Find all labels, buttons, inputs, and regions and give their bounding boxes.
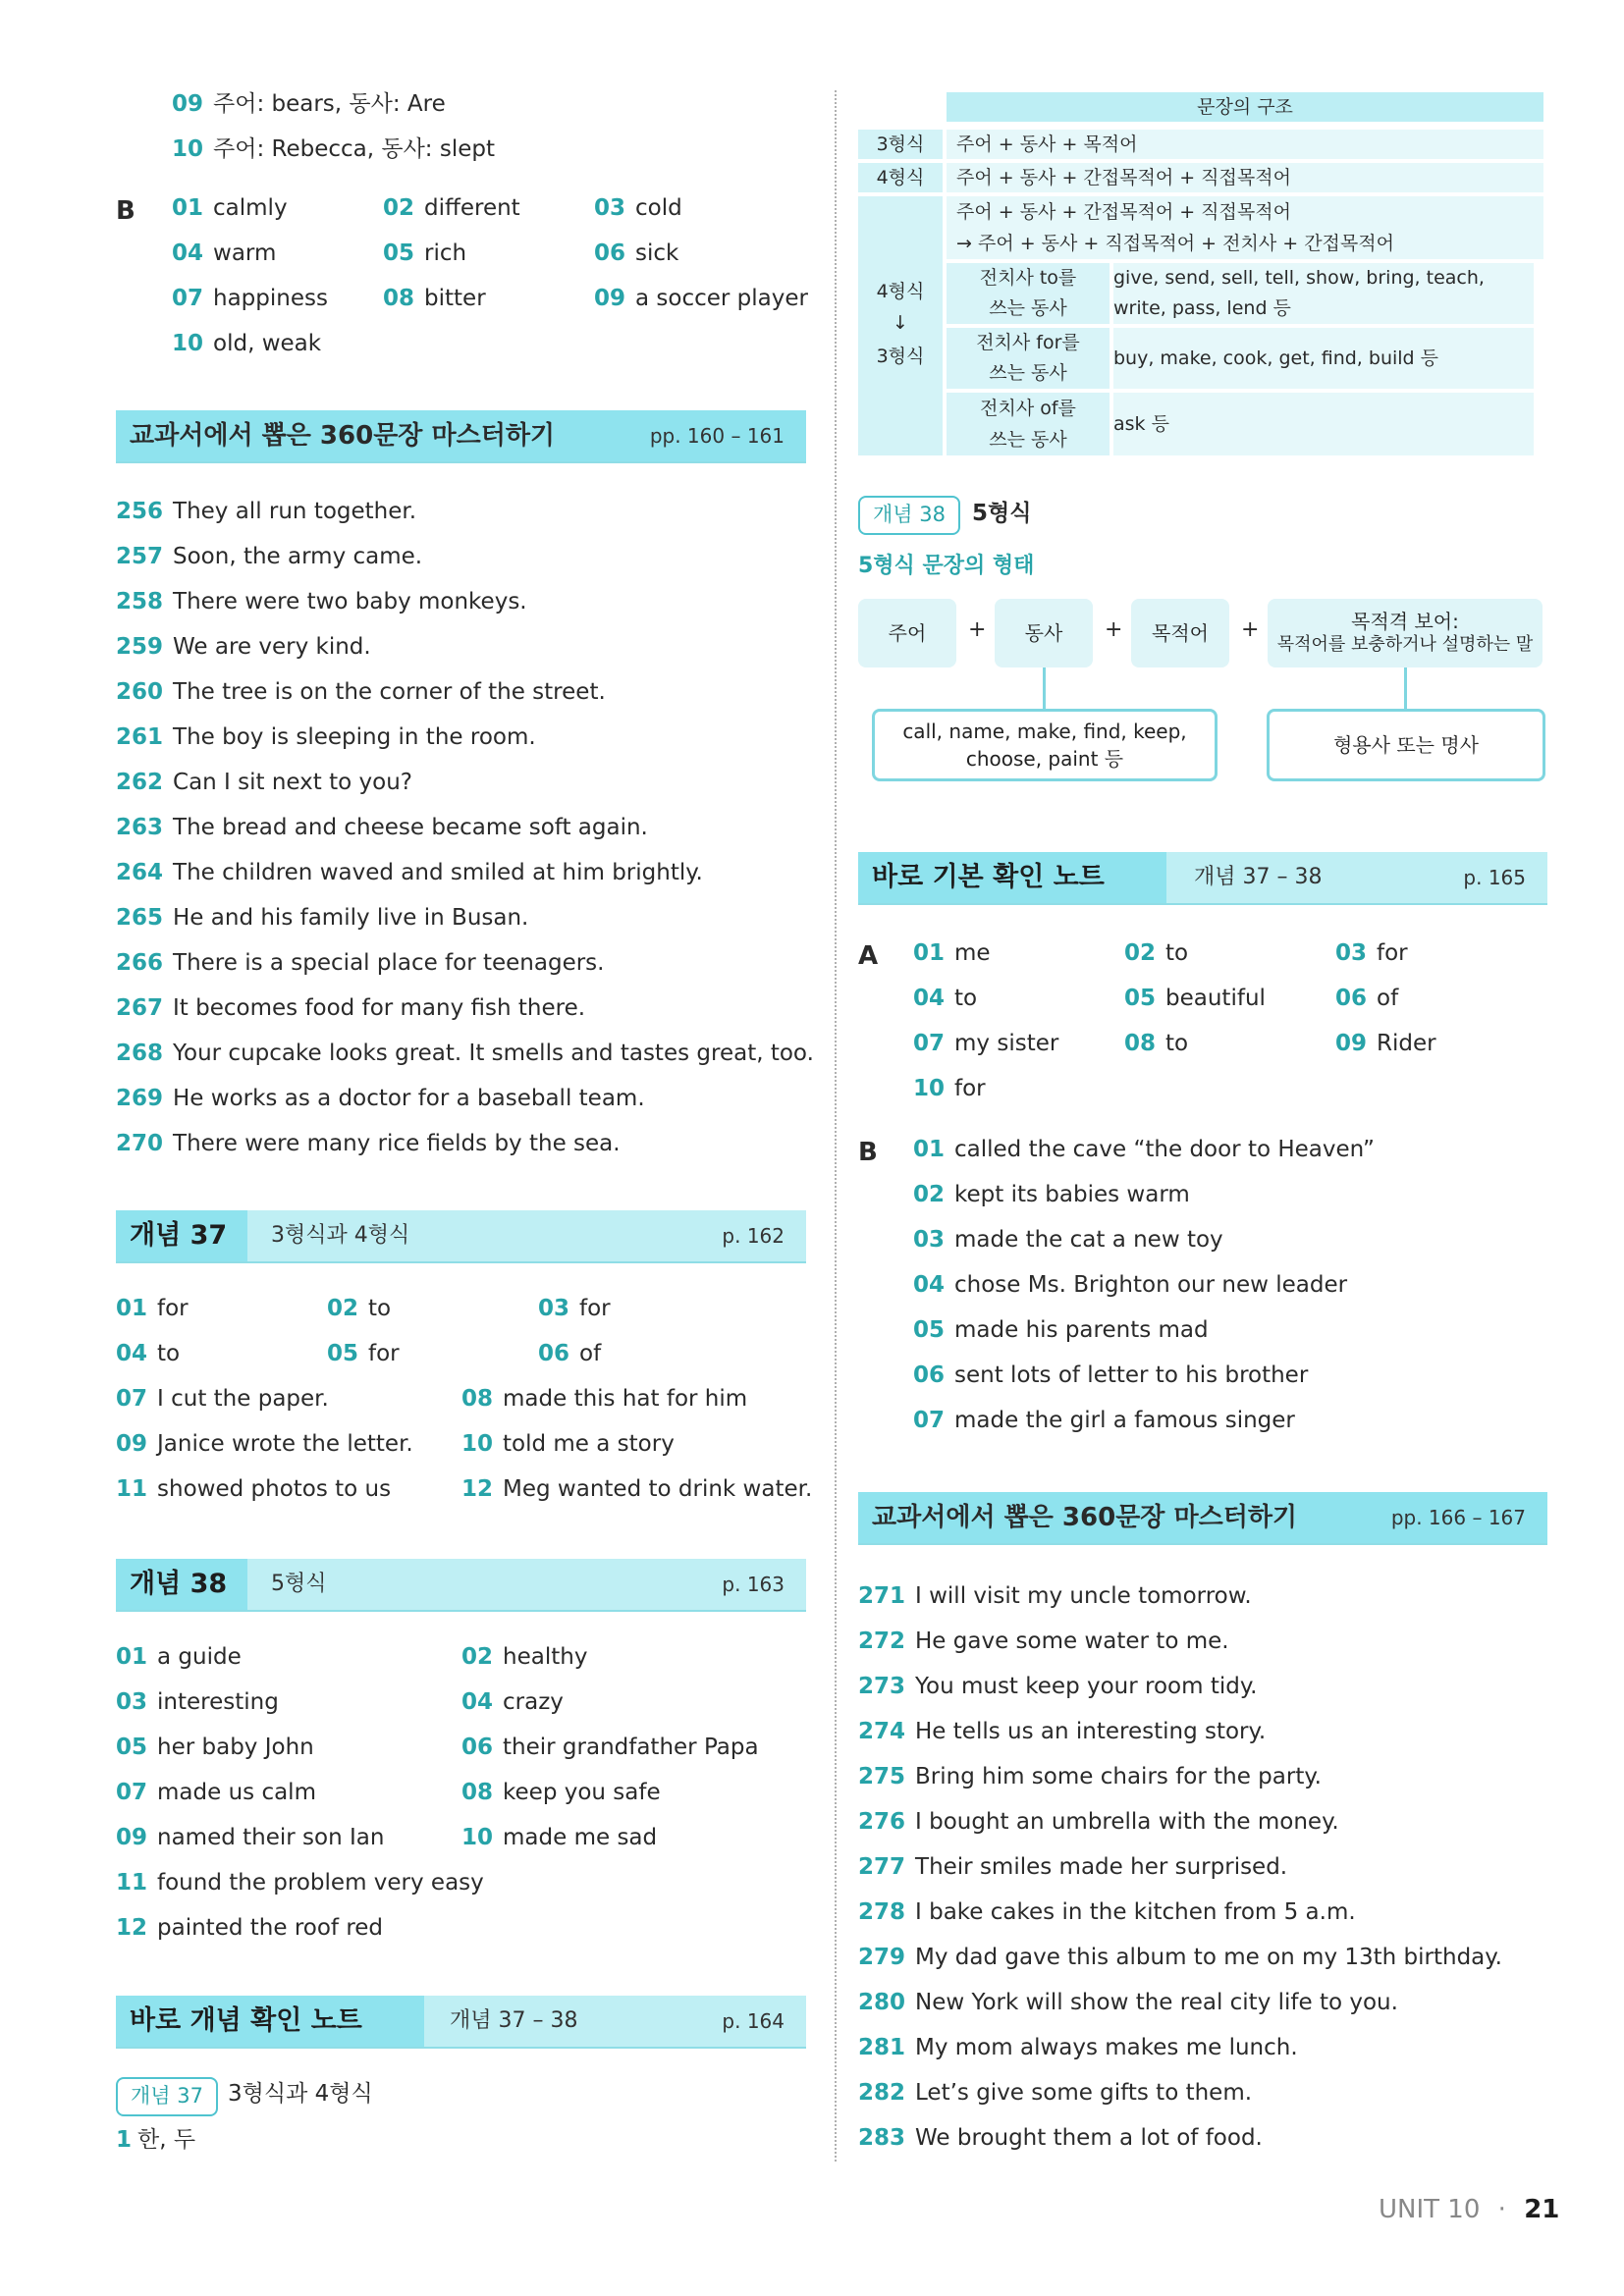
answer-item: 06 of xyxy=(538,1341,602,1366)
answer-item: 01 calmly xyxy=(172,195,288,221)
answer-item: 04 crazy xyxy=(461,1689,564,1715)
page-ref: pp. 160 – 161 xyxy=(649,424,785,448)
section-title: 바로 기본 확인 노트 xyxy=(858,852,1166,903)
answer-item: 02 healthy xyxy=(461,1644,588,1670)
answer-item: 06 sent lots of letter to his brother xyxy=(913,1362,1309,1388)
row-value: 주어 + 동사 + 목적어 xyxy=(947,130,1543,159)
sentence-item: 263 The bread and cheese became soft again. xyxy=(116,815,648,840)
answer-item: 06 sick xyxy=(594,240,679,266)
answer-item: 02 to xyxy=(327,1296,392,1321)
section-label-a: A xyxy=(858,941,879,971)
page-ref: p. 165 xyxy=(1463,866,1526,889)
sentence-item: 273 You must keep your room tidy. xyxy=(858,1674,1258,1699)
answer-item: 09 주어: bears, 동사: Are xyxy=(172,91,446,117)
group-label: 전치사 of를 쓰는 동사 xyxy=(947,393,1110,455)
page-ref: pp. 166 – 167 xyxy=(1390,1506,1526,1529)
section-label-b: B xyxy=(858,1138,878,1167)
sentence-item: 278 I bake cakes in the kitchen from 5 a.m. xyxy=(858,1899,1356,1925)
answer-item: 12 painted the roof red xyxy=(116,1915,384,1941)
sentence-item: 264 The children waved and smiled at him brightly. xyxy=(116,860,703,885)
concept-tag: 개념 37 xyxy=(116,2077,218,2116)
group-value: ask 등 xyxy=(1113,393,1534,455)
group-value: buy, make, cook, get, find, build 등 xyxy=(1113,328,1534,389)
down-arrow-icon: ↓ xyxy=(893,312,908,334)
section-label-b: B xyxy=(116,196,135,226)
answer-item: 04 warm xyxy=(172,240,277,266)
answer-item: 10 made me sad xyxy=(461,1825,658,1850)
answer-item: 02 kept its babies warm xyxy=(913,1182,1190,1207)
section-bar-concept-38 xyxy=(116,1559,806,1612)
sentence-item: 256 They all run together. xyxy=(116,499,417,524)
complement-box: 목적격 보어: 목적어를 보충하거나 설명하는 말 xyxy=(1268,599,1543,667)
row-value: 주어 + 동사 + 간접목적어 + 직접목적어 → 주어 + 동사 + 직접목적어 + 전치사 + 간접목적어 xyxy=(947,196,1543,259)
answer-item: 04 to xyxy=(116,1341,181,1366)
answer-item: 09 Rider xyxy=(1335,1031,1436,1056)
sentence-item: 277 Their smiles made her surprised. xyxy=(858,1854,1288,1880)
sentence-item: 261 The boy is sleeping in the room. xyxy=(116,724,536,750)
sentence-item: 282 Let’s give some gifts to them. xyxy=(858,2080,1253,2106)
answer-item: 06 their grandfather Papa xyxy=(461,1735,759,1760)
answer-item: 08 bitter xyxy=(383,286,486,311)
answer-item: 08 made this hat for him xyxy=(461,1386,748,1412)
answer-item: 01 for xyxy=(116,1296,189,1321)
sentence-item: 274 He tells us an interesting story. xyxy=(858,1719,1267,1744)
page-ref: p. 164 xyxy=(722,2009,785,2033)
connector-line xyxy=(1043,667,1046,709)
concept-tag-title: 3형식과 4형식 xyxy=(228,2081,373,2107)
answer-item: 10 주어: Rebecca, 동사: slept xyxy=(172,136,496,162)
plus-sign: + xyxy=(1241,617,1260,642)
answer-item: 1 한, 두 xyxy=(116,2127,196,2153)
answer-item: 02 to xyxy=(1124,940,1189,966)
section-title: 교과서에서 뽑은 360문장 마스터하기 xyxy=(130,421,556,451)
answer-item: 08 keep you safe xyxy=(461,1780,661,1805)
answer-item: 05 beautiful xyxy=(1124,986,1266,1011)
answer-item: 01 a guide xyxy=(116,1644,242,1670)
answer-item: 03 cold xyxy=(594,195,682,221)
answer-item: 02 different xyxy=(383,195,520,221)
answer-item: 05 for xyxy=(327,1341,400,1366)
answer-item: 04 chose Ms. Brighton our new leader xyxy=(913,1272,1348,1298)
verb-box: 동사 xyxy=(995,599,1093,667)
sentence-item: 281 My mom always makes me lunch. xyxy=(858,2035,1298,2060)
sentence-item: 257 Soon, the army came. xyxy=(116,544,423,569)
complement-types-box: 형용사 또는 명사 xyxy=(1267,709,1545,781)
section-subtitle: 개념 37 – 38 xyxy=(1194,865,1323,889)
row-label: 4형식 xyxy=(858,163,943,192)
answer-item: 07 made us calm xyxy=(116,1780,316,1805)
form-heading: 5형식 문장의 형태 xyxy=(858,554,1035,578)
concept-tag: 개념 38 xyxy=(858,496,960,535)
answer-item: 09 a soccer player xyxy=(594,286,808,311)
footer-dot: · xyxy=(1497,2195,1506,2224)
sentence-item: 268 Your cupcake looks great. It smells and tastes great, too. xyxy=(116,1041,814,1066)
sentence-item: 262 Can I sit next to you? xyxy=(116,770,412,795)
section-title: 개념 37 xyxy=(116,1210,247,1261)
answer-item: 07 made the girl a famous singer xyxy=(913,1408,1295,1433)
page-ref: p. 163 xyxy=(722,1573,785,1596)
section-title: 교과서에서 뽑은 360문장 마스터하기 xyxy=(872,1503,1298,1532)
row-label: 3형식 xyxy=(858,130,943,159)
concept-tag-title: 5형식 xyxy=(972,501,1032,526)
sentence-item: 267 It becomes food for many fish there. xyxy=(116,995,586,1021)
group-label: 전치사 to를 쓰는 동사 xyxy=(947,263,1110,324)
group-label: 전치사 for를 쓰는 동사 xyxy=(947,328,1110,389)
answer-item: 07 happiness xyxy=(172,286,328,311)
answer-item: 06 of xyxy=(1335,986,1399,1011)
sentence-item: 280 New York will show the real city life to you. xyxy=(858,1990,1398,2015)
sentence-item: 266 There is a special place for teenagers. xyxy=(116,950,605,976)
answer-item: 12 Meg wanted to drink water. xyxy=(461,1476,813,1502)
answer-item: 11 found the problem very easy xyxy=(116,1870,484,1896)
column-divider xyxy=(835,90,837,2162)
section-bar-basic-note xyxy=(858,852,1547,905)
answer-item: 10 for xyxy=(913,1076,986,1101)
sentence-item: 283 We brought them a lot of food. xyxy=(858,2125,1263,2151)
page-ref: p. 162 xyxy=(722,1224,785,1248)
sentence-item: 259 We are very kind. xyxy=(116,634,371,660)
answer-item: 03 for xyxy=(1335,940,1408,966)
answer-item: 07 I cut the paper. xyxy=(116,1386,329,1412)
page-footer xyxy=(1379,2195,1559,2224)
section-title: 개념 38 xyxy=(116,1559,247,1610)
object-box: 목적어 xyxy=(1131,599,1229,667)
answer-item: 05 her baby John xyxy=(116,1735,314,1760)
group-value: give, send, sell, tell, show, bring, teach, write, pass, lend 등 xyxy=(1113,263,1534,324)
answer-item: 09 Janice wrote the letter. xyxy=(116,1431,413,1457)
sentence-item: 258 There were two baby monkeys. xyxy=(116,589,527,614)
answer-item: 03 for xyxy=(538,1296,611,1321)
answer-item: 04 to xyxy=(913,986,978,1011)
answer-item: 05 rich xyxy=(383,240,467,266)
plus-sign: + xyxy=(1105,617,1123,642)
answer-item: 01 called the cave “the door to Heaven” xyxy=(913,1137,1375,1162)
connector-line xyxy=(1404,667,1407,709)
answer-item: 09 named their son Ian xyxy=(116,1825,385,1850)
unit-label: UNIT 10 xyxy=(1379,2195,1481,2224)
section-bar-master-360 xyxy=(116,410,806,463)
page-number: 21 xyxy=(1524,2195,1560,2224)
answer-item: 11 showed photos to us xyxy=(116,1476,392,1502)
section-bar-concept-note xyxy=(116,1996,806,2049)
row-label-conversion: 4형식 ↓ 3형식 xyxy=(858,196,943,455)
sentence-item: 279 My dad gave this album to me on my 13th birthday. xyxy=(858,1945,1502,1970)
answer-item: 10 old, weak xyxy=(172,331,322,356)
section-subtitle: 3형식과 4형식 xyxy=(271,1223,410,1248)
answer-item: 05 made his parents mad xyxy=(913,1317,1209,1343)
section-subtitle: 5형식 xyxy=(271,1572,327,1596)
sentence-item: 276 I bought an umbrella with the money. xyxy=(858,1809,1339,1835)
sentence-item: 275 Bring him some chairs for the party. xyxy=(858,1764,1322,1789)
plus-sign: + xyxy=(968,617,987,642)
answer-item: 08 to xyxy=(1124,1031,1189,1056)
sentence-item: 269 He works as a doctor for a baseball team. xyxy=(116,1086,645,1111)
sentence-item: 270 There were many rice fields by the sea. xyxy=(116,1131,621,1156)
verbs-box: call, name, make, find, keep, choose, paint 등 xyxy=(872,709,1218,781)
sentence-item: 265 He and his family live in Busan. xyxy=(116,905,529,931)
section-bar-concept-37 xyxy=(116,1210,806,1263)
sentence-item: 271 I will visit my uncle tomorrow. xyxy=(858,1583,1252,1609)
answer-item: 10 told me a story xyxy=(461,1431,675,1457)
subject-box: 주어 xyxy=(858,599,956,667)
table-header: 문장의 구조 xyxy=(947,92,1543,122)
section-subtitle: 개념 37 – 38 xyxy=(450,2008,578,2033)
answer-item: 07 my sister xyxy=(913,1031,1059,1056)
sentence-item: 272 He gave some water to me. xyxy=(858,1629,1229,1654)
answer-item: 03 made the cat a new toy xyxy=(913,1227,1223,1253)
answer-item: 03 interesting xyxy=(116,1689,279,1715)
section-title: 바로 개념 확인 노트 xyxy=(116,1996,424,2047)
answer-item: 01 me xyxy=(913,940,991,966)
section-bar-master-360 xyxy=(858,1492,1547,1545)
row-value: 주어 + 동사 + 간접목적어 + 직접목적어 xyxy=(947,163,1543,192)
sentence-item: 260 The tree is on the corner of the street. xyxy=(116,679,606,705)
